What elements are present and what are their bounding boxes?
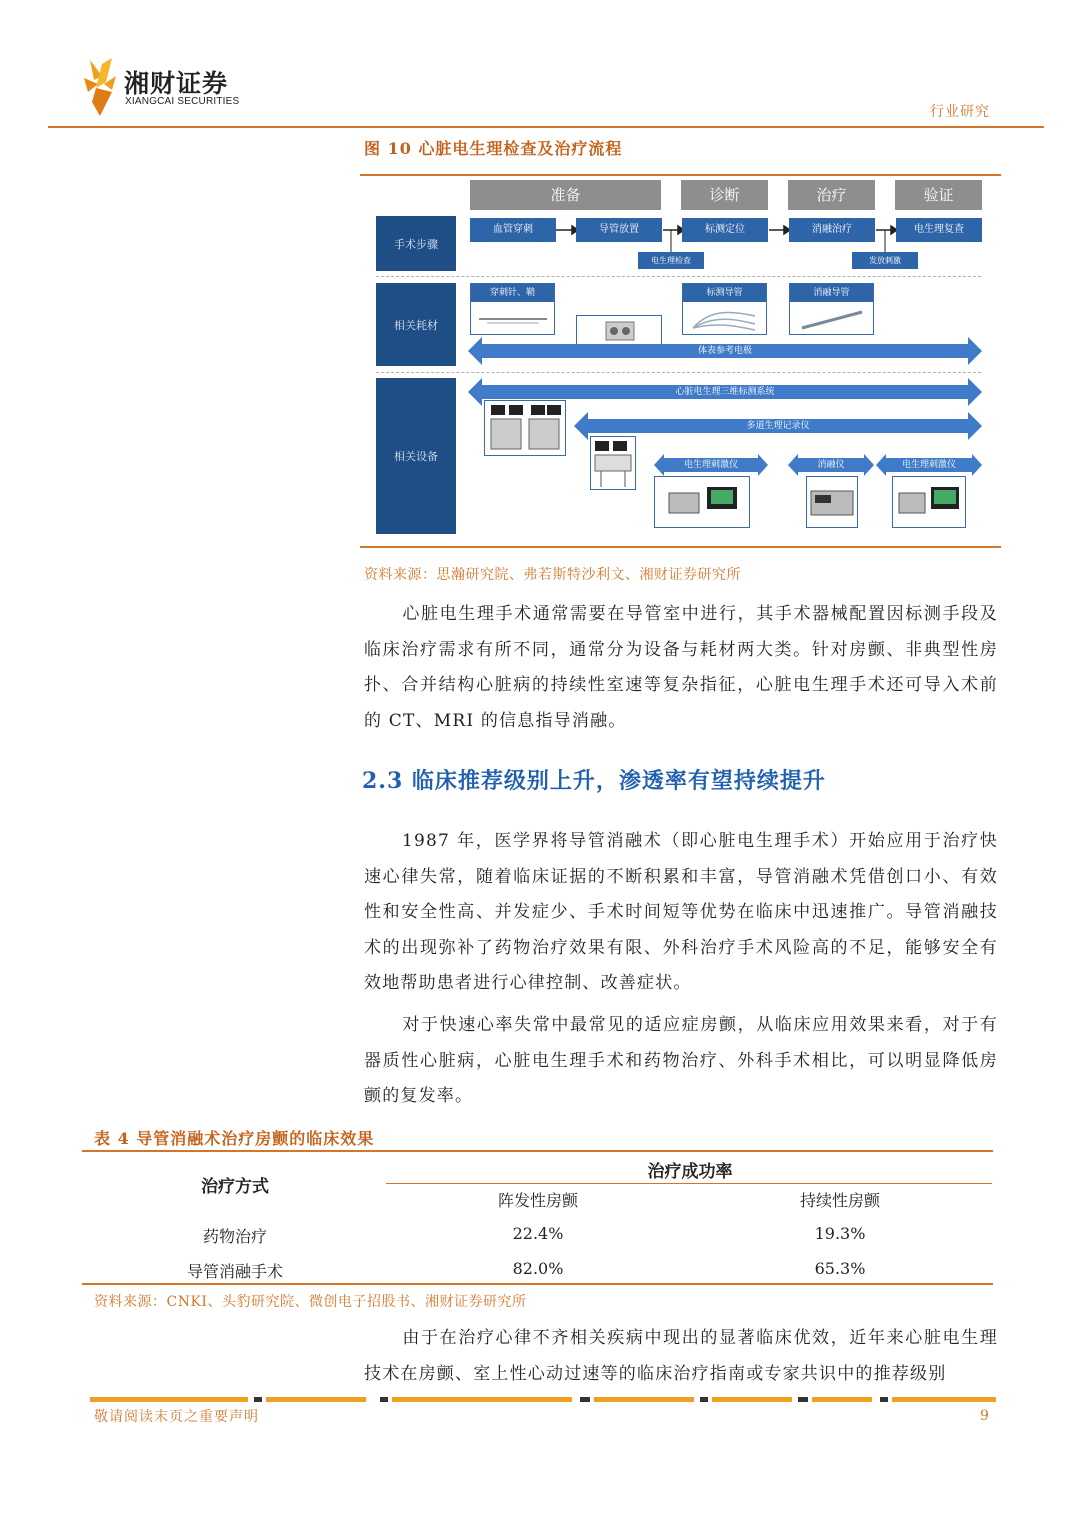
row-label: 相关设备 — [376, 378, 456, 534]
paragraph-text: 由于在治疗心律不齐相关疾病中现出的显著临床优效，近年来心脏电生理技术在房颤、室上性心动过速等的临床治疗指南或专家共识中的推荐级别 — [364, 1328, 998, 1384]
phase-header: 治疗 — [788, 180, 875, 210]
page-number: 9 — [980, 1408, 989, 1424]
phase-header: 验证 — [895, 180, 982, 210]
figure-source: 资料来源：思瀚研究院、弗若斯特沙利文、湘财证券研究所 — [364, 567, 741, 583]
section-title: 2.3 临床推荐级别上升，渗透率有望持续提升 — [362, 768, 826, 794]
table-title: 表 4 导管消融术治疗房颤的临床效果 — [94, 1129, 375, 1148]
table-cell-method: 药物治疗 — [202, 1227, 267, 1246]
stimulator-device — [892, 476, 966, 528]
table-bottom-rule — [82, 1283, 993, 1285]
stimulator-icon — [655, 477, 749, 527]
paragraph — [364, 1008, 998, 1115]
mapping-system-device — [484, 400, 566, 456]
table-cell-value: 19.3% — [814, 1224, 866, 1243]
logo-text-en: XIANGCAI SECURITIES — [125, 96, 240, 107]
paragraph-text: 心脏电生理手术通常需要在导管室中进行，其手术器械配置因标测手段及临床治疗需求有所不同，通常分为设备与耗材两大类。针对房颤、非典型性房扑、合并结构心脏病的持续性室速等复杂指征，心脏电生理手术还可导入术前的 CT、MRI 的信息指导消融。 — [364, 604, 998, 731]
step-box: 标测定位 — [682, 218, 768, 242]
consumable-label: 穿刺针、鞘 — [471, 284, 554, 302]
logo-mark-icon — [82, 56, 118, 118]
step-box: 血管穿刺 — [470, 218, 556, 242]
consumable-label: 消融导管 — [790, 284, 873, 302]
flow-diagram — [360, 176, 1001, 546]
bar-label: 多道生理记录仪 — [746, 421, 810, 431]
workstation-icon — [485, 401, 565, 455]
table-cell-value: 82.0% — [512, 1259, 564, 1278]
bar-label: 电生理刺激仪 — [683, 460, 738, 470]
ablation-generator-icon — [807, 477, 857, 527]
step-box: 电生理复查 — [896, 218, 982, 242]
row-label: 手术步骤 — [376, 216, 456, 271]
paragraph-text: 1987 年，医学界将导管消融术（即心脏电生理手术）开始应用于治疗快速心律失常，随着临床证据的不断积累和丰富，导管消融术凭借创口小、有效性和安全性高、并发症少、手术时间短等优势在临床中迅速推广。导管消融技术的出现弥补了药物治疗效果有限、外科治疗手术风险高的不足，能够安全有效地帮助患者进行心律控制、改善症状。 — [364, 831, 998, 993]
report-category: 行业研究 — [930, 104, 990, 120]
stimulator-device — [654, 476, 750, 528]
paragraph — [364, 597, 998, 739]
table-subheader: 阵发性房颤 — [497, 1191, 578, 1210]
table-top-rule — [82, 1150, 993, 1152]
step-box: 消融治疗 — [789, 218, 875, 242]
substep-box: 电生理检查 — [638, 252, 704, 269]
table-header-success: 治疗成功率 — [647, 1162, 733, 1182]
table-cell-method: 导管消融手术 — [186, 1262, 283, 1281]
row-label: 相关耗材 — [376, 283, 456, 366]
recorder-device — [590, 436, 636, 490]
bar-label: 电生理刺激仪 — [901, 460, 956, 470]
figure-title: 图 10 心脏电生理检查及治疗流程 — [364, 139, 623, 158]
header-divider — [48, 126, 1044, 128]
substep-box: 发放刺激 — [852, 252, 918, 269]
phase-header: 诊断 — [681, 180, 768, 210]
company-logo — [82, 56, 252, 118]
table-header-method: 治疗方式 — [201, 1177, 269, 1197]
ablation-device — [806, 476, 858, 528]
paragraph — [364, 824, 998, 1002]
table-header-rule — [386, 1183, 992, 1184]
paragraph — [364, 1321, 998, 1392]
bar-label: 消融仪 — [817, 460, 845, 470]
logo-text-cn: 湘财证券 — [124, 69, 229, 98]
table-subheader: 持续性房颤 — [799, 1191, 880, 1210]
footer-disclaimer: 敬请阅读末页之重要声明 — [94, 1409, 259, 1425]
table-cell-value: 22.4% — [512, 1224, 564, 1243]
table-source: 资料来源：CNKI、头豹研究院、微创电子招股书、湘财证券研究所 — [94, 1294, 527, 1310]
bar-label: 体表参考电极 — [697, 346, 752, 356]
figure-bottom-rule — [360, 546, 1001, 548]
phase-header: 准备 — [470, 180, 661, 210]
paragraph-text: 对于快速心率失常中最常见的适应症房颤，从临床应用效果来看，对于有器质性心脏病，心脏电生理手术和药物治疗、外科手术相比，可以明显降低房颤的复发率。 — [364, 1015, 998, 1106]
consumable-label: 标测导管 — [683, 284, 766, 302]
step-box: 导管放置 — [576, 218, 662, 242]
bar-label: 心脏电生理三维标测系统 — [675, 387, 775, 397]
stimulator-icon — [893, 477, 965, 527]
recorder-icon — [591, 437, 635, 489]
table-cell-value: 65.3% — [814, 1259, 866, 1278]
